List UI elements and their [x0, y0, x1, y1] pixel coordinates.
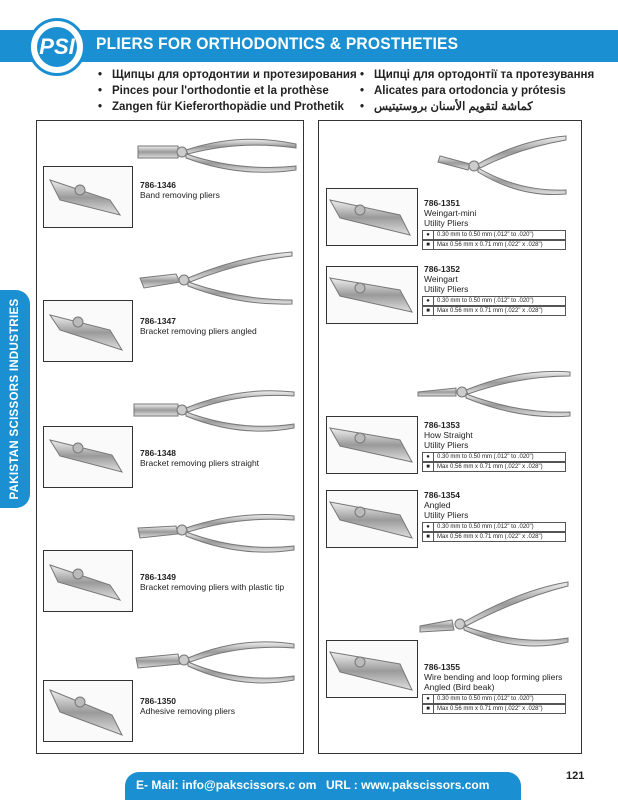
language-line: • Zangen für Kieferorthopädie und Prothetik: [98, 101, 344, 113]
product-code: 786-1347: [140, 316, 176, 326]
product-photo-1350: [43, 680, 133, 742]
language-line: • Щипцы для ортодонтии и протезирования: [98, 69, 357, 81]
footer-url[interactable]: URL : www.pakscissors.com: [326, 778, 490, 792]
product-desc: Wire bending and loop forming pliers: [424, 672, 563, 682]
product-desc: Angled (Bird beak): [424, 682, 495, 692]
spec-round: ● 0.30 mm to 0.50 mm (.012" to .020"): [422, 296, 566, 306]
product-photo-1355: [326, 640, 418, 698]
product-desc: Bracket removing pliers angled: [140, 326, 257, 336]
product-code: 786-1350: [140, 696, 176, 706]
round-wire-icon: ●: [423, 453, 434, 461]
round-wire-icon: ●: [423, 231, 434, 239]
spec-round: ● 0.30 mm to 0.50 mm (.012" to .020"): [422, 452, 566, 462]
spec-square: ■ Max 0.56 mm x 0.71 mm (.022" x .028"): [422, 240, 566, 250]
square-wire-icon: ■: [423, 705, 434, 713]
square-wire-icon: ■: [423, 307, 434, 315]
product-desc: Band removing pliers: [140, 190, 220, 200]
product-photo-1347: [43, 300, 133, 362]
product-desc: How Straight: [424, 430, 473, 440]
product-code: 786-1348: [140, 448, 176, 458]
product-desc: Utility Pliers: [424, 218, 469, 228]
product-code: 786-1349: [140, 572, 176, 582]
languages-right: [360, 67, 594, 115]
round-wire-icon: ●: [423, 523, 434, 531]
square-wire-icon: ■: [423, 241, 434, 249]
product-photo-1349: [43, 550, 133, 612]
square-wire-icon: ■: [423, 533, 434, 541]
language-line: • Pinces pour l'orthodontie et la prothèse: [98, 85, 329, 97]
product-code: 786-1354: [424, 490, 460, 500]
spec-round: ● 0.30 mm to 0.50 mm (.012" to .020"): [422, 522, 566, 532]
product-photo-1351: [326, 188, 418, 246]
spec-square: ■ Max 0.56 mm x 0.71 mm (.022" x .028"): [422, 462, 566, 472]
square-wire-icon: ■: [423, 463, 434, 471]
product-photo-1348: [43, 426, 133, 488]
spec-square: ■ Max 0.56 mm x 0.71 mm (.022" x .028"): [422, 306, 566, 316]
product-code: 786-1352: [424, 264, 460, 274]
product-photo-1353: [326, 416, 418, 474]
product-desc: Adhesive removing pliers: [140, 706, 235, 716]
product-photo-1346: [43, 166, 133, 228]
product-code: 786-1353: [424, 420, 460, 430]
product-code: 786-1346: [140, 180, 176, 190]
product-desc: Bracket removing pliers straight: [140, 458, 260, 468]
round-wire-icon: ●: [423, 695, 434, 703]
product-desc: Weingart-mini: [424, 208, 477, 218]
spec-square: ■ Max 0.56 mm x 0.71 mm (.022" x .028"): [422, 704, 566, 714]
spec-round: ● 0.30 mm to 0.50 mm (.012" to .020"): [422, 230, 566, 240]
product-code: 786-1355: [424, 662, 460, 672]
product-code: 786-1351: [424, 198, 460, 208]
footer-email[interactable]: E- Mail: info@pakscissors.c om: [136, 778, 317, 792]
round-wire-icon: ●: [423, 297, 434, 305]
languages-left: [98, 67, 357, 115]
language-line: • كماشة لتقويم الأسنان بروستيتيس: [360, 101, 533, 113]
product-desc: Utility Pliers: [424, 284, 469, 294]
language-line: • Щипці для ортодонтії та протезування: [360, 69, 595, 81]
page-number: 121: [566, 770, 585, 782]
product-desc: Bracket removing pliers with plastic tip: [140, 582, 285, 592]
company-logo: [28, 18, 86, 76]
product-photo-1354: [326, 490, 418, 548]
spec-square: ■ Max 0.56 mm x 0.71 mm (.022" x .028"): [422, 532, 566, 542]
product-desc: Utility Pliers: [424, 440, 469, 450]
product-desc: Angled: [424, 500, 451, 510]
product-photo-1352: [326, 266, 418, 324]
logo-text: PSI: [37, 27, 77, 67]
product-desc: Weingart: [424, 274, 458, 284]
language-line: • Alicates para ortodoncia y prótesis: [360, 85, 566, 97]
page-title: PLIERS FOR ORTHODONTICS & PROSTHETIES: [96, 34, 459, 53]
product-desc: Utility Pliers: [424, 510, 469, 520]
side-tab-label: PAKISTAN SCISSORS INDUSTRIES: [9, 298, 21, 500]
spec-round: ● 0.30 mm to 0.50 mm (.012" to .020"): [422, 694, 566, 704]
